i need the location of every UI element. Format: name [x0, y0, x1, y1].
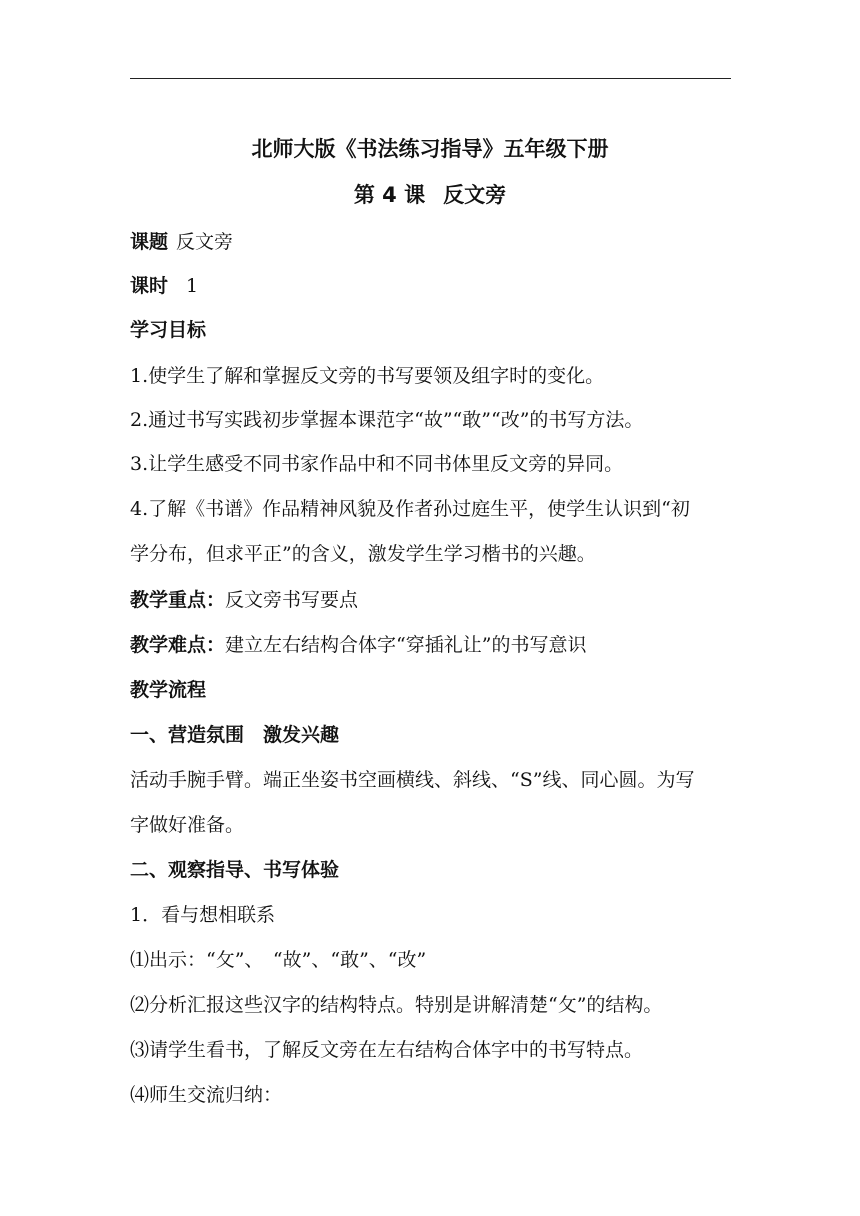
process-heading: 教学流程: [130, 679, 207, 701]
key-point-value: 反文旁书写要点: [225, 589, 359, 611]
hours-label: 课时: [130, 275, 169, 297]
topic-value: 反文旁: [176, 231, 234, 253]
section2-subheading: 1．看与想相联系: [130, 904, 276, 926]
header-rule: [130, 78, 731, 79]
section1-heading: 一、营造氛围 激发兴趣: [130, 724, 340, 746]
hours-line: [130, 273, 198, 299]
objective-item: 学分布，但求平正”的含义，激发学生学习楷书的兴趣。: [130, 543, 596, 565]
lesson-number: 第 4 课: [353, 183, 426, 207]
difficulty-label: 教学难点：: [130, 634, 226, 656]
section2-item: ⑴出示：“攵”、 “故”、“敢”、“改”: [130, 949, 427, 971]
key-point-label: 教学重点：: [130, 589, 226, 611]
difficulty-value: 建立左右结构合体字“穿插礼让”的书写意识: [225, 634, 587, 656]
topic-line: [130, 229, 233, 255]
key-point-line: [130, 587, 358, 613]
lesson-title: [0, 182, 860, 208]
section2-item: ⑶请学生看书，了解反文旁在左右结构合体字中的书写特点。: [130, 1039, 644, 1061]
document-title: 北师大版《书法练习指导》五年级下册: [251, 137, 609, 161]
hours-value: 1: [186, 275, 199, 297]
section2-item: ⑷师生交流归纳：: [130, 1084, 283, 1106]
objective-item: 1.使学生了解和掌握反文旁的书写要领及组字时的变化。: [130, 365, 605, 387]
section1-text: 活动手腕手臂。端正坐姿书空画横线、斜线、“S”线、同心圆。为写: [130, 769, 695, 791]
section1-text: 字做好准备。: [130, 814, 245, 836]
topic-label: 课题: [130, 231, 169, 253]
section2-item: ⑵分析汇报这些汉字的结构特点。特别是讲解清楚“攵”的结构。: [130, 994, 663, 1016]
section2-heading: 二、观察指导、书写体验: [130, 859, 340, 881]
objective-item: 4.了解《书谱》作品精神风貌及作者孙过庭生平，使学生认识到“初: [130, 498, 690, 520]
lesson-name: 反文旁: [443, 183, 507, 207]
difficulty-line: [130, 632, 586, 658]
objective-item: 2.通过书写实践初步掌握本课范字“故”“敢”“改”的书写方法。: [130, 409, 644, 431]
objective-item: 3.让学生感受不同书家作品中和不同书体里反文旁的异同。: [130, 453, 624, 475]
objectives-heading: 学习目标: [130, 319, 207, 341]
